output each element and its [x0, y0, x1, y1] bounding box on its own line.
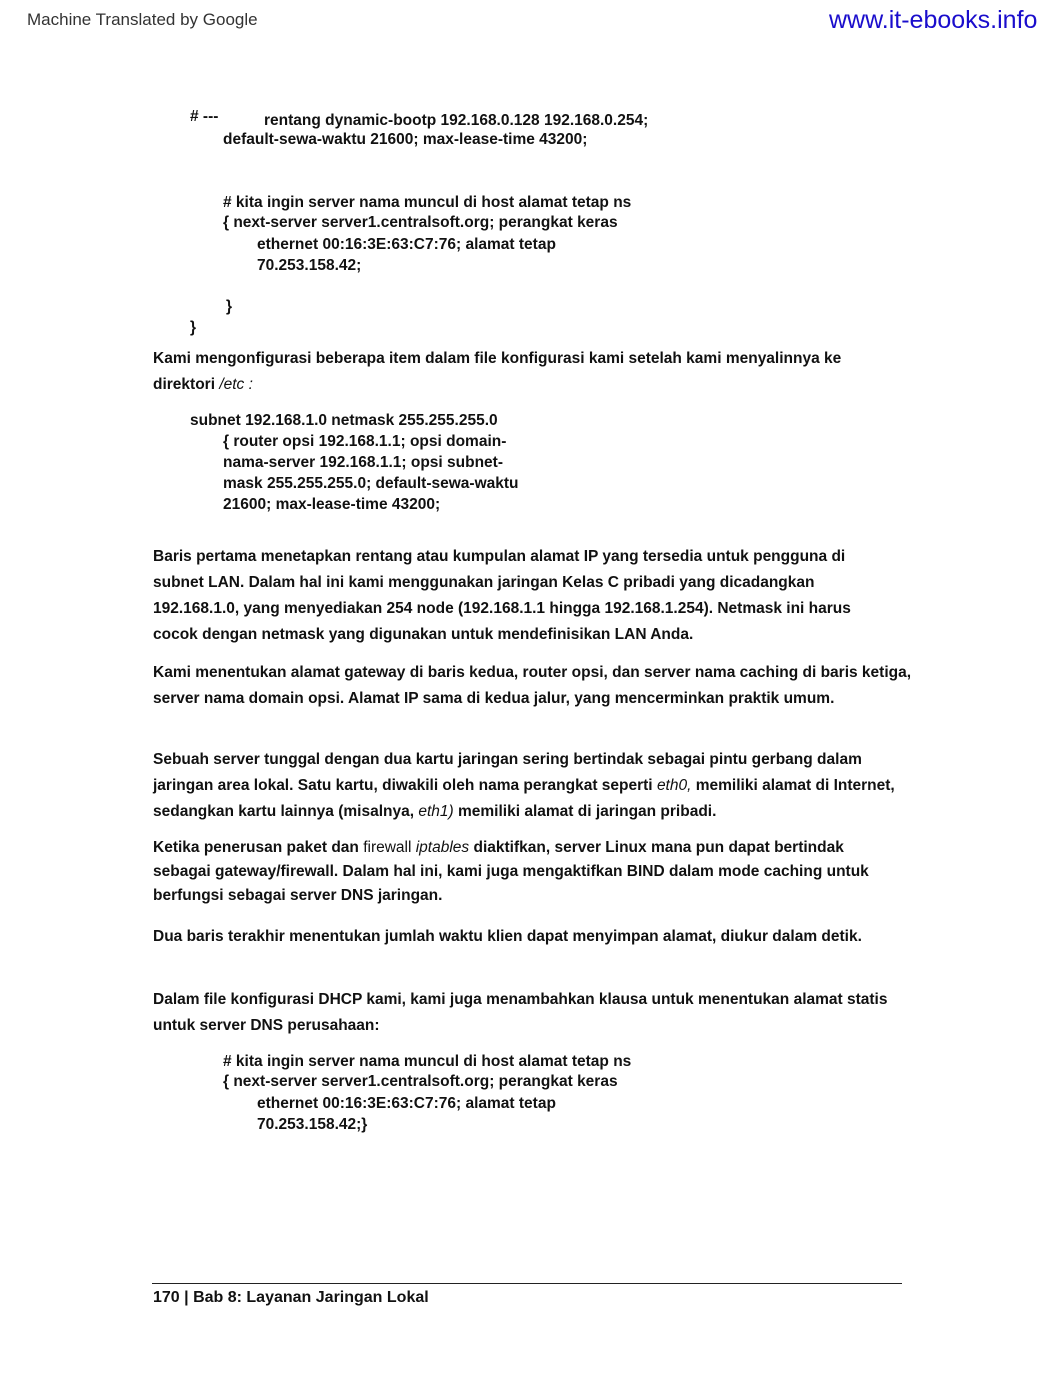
code-line: default-sewa-waktu 21600; max-lease-time 43200;: [223, 131, 588, 148]
paragraph: [153, 836, 898, 908]
code-line: { next-server server1.centralsoft.org; perangkat keras: [223, 214, 618, 231]
code-line: { next-server server1.centralsoft.org; perangkat keras: [223, 1073, 618, 1090]
code-line: 21600; max-lease-time 43200;: [223, 496, 441, 513]
path-italic: /etc :: [219, 376, 253, 393]
code-line: ethernet 00:16:3E:63:C7:76; alamat tetap: [257, 236, 556, 253]
paragraph-text: memiliki alamat di Internet, sedangkan kartu lainnya (misalnya,: [153, 777, 895, 820]
machine-translated-label: Machine Translated by Google: [27, 10, 258, 29]
paragraph: [153, 346, 898, 398]
code-line: 70.253.158.42;: [257, 257, 362, 274]
code-line: }: [190, 319, 197, 336]
code-line: # kita ingin server nama muncul di host alamat tetap ns: [223, 194, 632, 211]
page-footer: 170 | Bab 8: Layanan Jaringan Lokal: [153, 1289, 429, 1306]
code-line: { router opsi 192.168.1.1; opsi domain-: [223, 433, 507, 450]
paragraph: Baris pertama menetapkan rentang atau kumpulan alamat IP yang tersedia untuk pengguna di subnet LAN. Dalam hal ini kami menggunakan jaringan Kelas C pribadi yang dicadangkan 192.168.1.0, yang menyediakan 254 node (192.168.1.1 hingga 192.168.1.254). Netmask ini harus cocok dengan netmask yang digunakan untuk mendefinisikan LAN Anda.: [153, 548, 851, 643]
paragraph-text: Kami mengonfigurasi beberapa item dalam file konfigurasi kami setelah kami menyalinnya ke direktori: [153, 350, 842, 393]
iptables-italic: iptables: [415, 839, 470, 856]
device-name-italic: eth0,: [656, 777, 692, 794]
paragraph-text: memiliki alamat di jaringan pribadi.: [458, 803, 717, 820]
code-line: # ---: [190, 108, 219, 125]
code-line: }: [226, 298, 233, 315]
paragraph-text: Sebuah server tunggal dengan dua kartu jaringan sering bertindak sebagai pintu gerbang dalam jaringan area lokal. Satu kartu, diwakili oleh nama perangkat seperti: [153, 751, 862, 794]
paragraph-text: Ketika penerusan paket dan: [153, 839, 359, 856]
code-line: nama-server 192.168.1.1; opsi subnet-: [223, 454, 503, 471]
code-line: ethernet 00:16:3E:63:C7:76; alamat tetap: [257, 1095, 556, 1112]
code-line: mask 255.255.255.0; default-sewa-waktu: [223, 475, 519, 492]
device-name-italic: eth1): [418, 803, 454, 820]
paragraph-text: diaktifkan, server Linux mana pun dapat bertindak sebagai gateway/firewall. Dalam hal ini, kami juga mengaktifkan BIND dalam mode caching untuk berfungsi sebagai server DNS jaringan.: [153, 839, 869, 904]
footer-divider: [152, 1283, 902, 1284]
code-line: subnet 192.168.1.0 netmask 255.255.255.0: [190, 412, 498, 429]
paragraph: Kami menentukan alamat gateway di baris kedua, router opsi, dan server nama caching di baris ketiga, server nama domain opsi. Alamat IP sama di kedua jalur, yang mencerminkan praktik umum.: [153, 664, 912, 707]
firewall-word: firewall: [363, 839, 412, 856]
code-line: # kita ingin server nama muncul di host alamat tetap ns: [223, 1053, 632, 1070]
code-line: rentang dynamic-bootp 192.168.0.128 192.168.0.254;: [264, 112, 649, 129]
source-link[interactable]: www.it-ebooks.info: [829, 6, 1038, 34]
paragraph: [153, 747, 913, 825]
paragraph: Dua baris terakhir menentukan jumlah waktu klien dapat menyimpan alamat, diukur dalam detik.: [153, 928, 862, 945]
paragraph: Dalam file konfigurasi DHCP kami, kami juga menambahkan klausa untuk menentukan alamat statis untuk server DNS perusahaan:: [153, 991, 888, 1034]
code-line: 70.253.158.42;}: [257, 1116, 368, 1133]
